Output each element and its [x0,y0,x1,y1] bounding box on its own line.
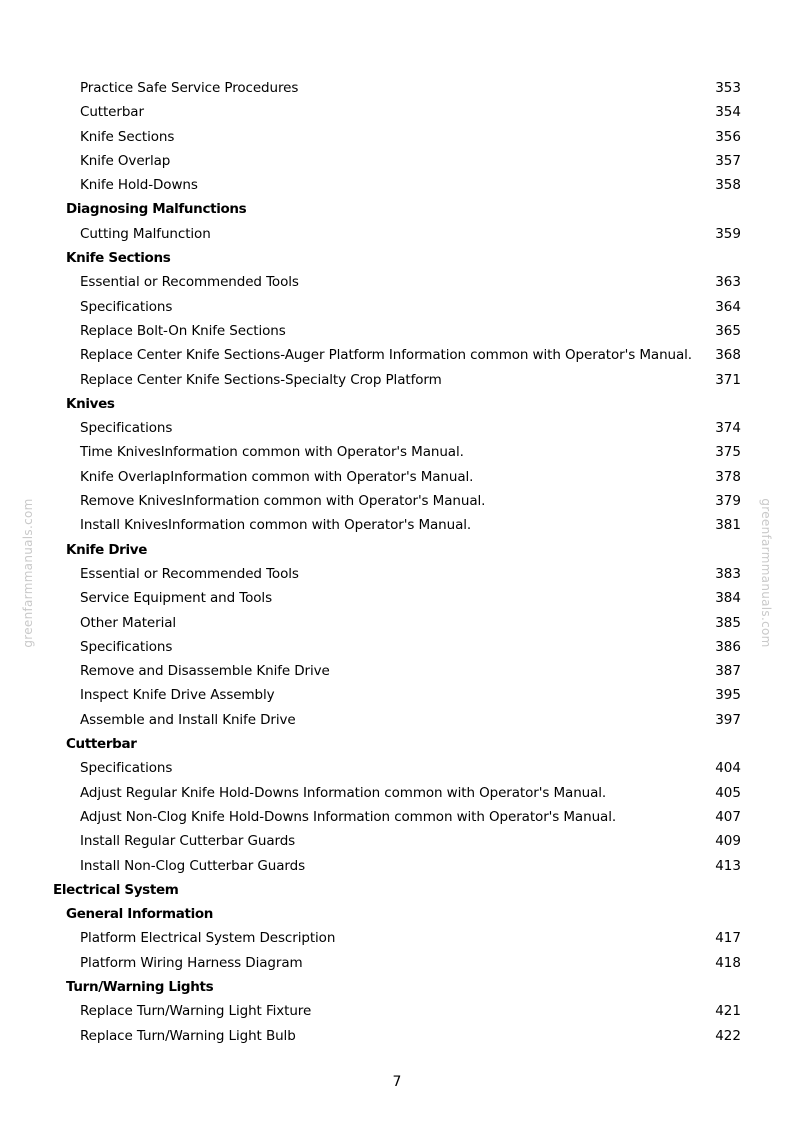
toc-entry[interactable] [0,149,794,173]
toc-entry-page-number: 363 [715,274,741,291]
toc-entry[interactable] [0,125,794,149]
toc-entry-title: Inspect Knife Drive Assembly [80,687,275,704]
toc-entry[interactable] [0,659,794,683]
toc-section-heading [0,246,794,270]
toc-entry[interactable] [0,999,794,1023]
toc-entry[interactable] [0,854,794,878]
toc-entry-title: Diagnosing Malfunctions [66,201,247,218]
toc-entry[interactable] [0,586,794,610]
toc-entry[interactable] [0,829,794,853]
toc-entry-title: General Information [66,906,214,923]
toc-section-heading [0,878,794,902]
toc-entry-page-number: 421 [715,1003,741,1020]
toc-entry-title: Cutting Malfunction [80,225,211,242]
toc-entry-title: Time KnivesInformation common with Operator's Manual. [80,444,464,461]
toc-entry-page-number: 417 [715,930,741,947]
toc-entry-title: Knife Sections [66,250,171,267]
toc-entry-title: Install KnivesInformation common with Operator's Manual. [80,517,472,534]
toc-entry-page-number: 368 [715,347,741,364]
toc-section-heading [0,975,794,999]
toc-entry[interactable] [0,805,794,829]
toc-section-heading [0,197,794,221]
toc-entry[interactable] [0,1024,794,1048]
toc-entry-title: Install Non-Clog Cutterbar Guards [80,857,306,874]
toc-entry-title: Knife Overlap [80,152,171,169]
page-number: 7 [392,1074,402,1090]
toc-entry-page-number: 365 [715,322,741,339]
toc-entry-page-number: 371 [715,371,741,388]
toc-entry-title: Specifications [80,638,173,655]
toc-entry[interactable] [0,781,794,805]
toc-entry-page-number: 384 [715,590,741,607]
toc-entry-page-number: 409 [715,833,741,850]
toc-entry[interactable] [0,416,794,440]
toc-entry-title: Platform Wiring Harness Diagram [80,954,303,971]
toc-entry-title: Knife Sections [80,128,175,145]
toc-entry-page-number: 359 [715,225,741,242]
toc-entry-title: Knife Hold-Downs [80,177,198,194]
toc-entry-page-number: 379 [715,493,741,510]
toc-section-heading [0,732,794,756]
toc-entry-title: Replace Bolt-On Knife Sections [80,322,286,339]
toc-entry-page-number: 356 [715,128,741,145]
toc-entry-title: Knife Drive [66,541,148,558]
toc-entry[interactable] [0,76,794,100]
toc-entry-page-number: 422 [715,1027,741,1044]
toc-entry-page-number: 358 [715,177,741,194]
toc-entry-title: Turn/Warning Lights [66,978,214,995]
toc-entry-title: Replace Turn/Warning Light Bulb [80,1027,296,1044]
toc-entry-title: Knife OverlapInformation common with Operator's Manual. [80,468,474,485]
toc-entry-title: Specifications [80,298,173,315]
toc-entry-page-number: 353 [715,80,741,96]
toc-entry[interactable] [0,368,794,392]
toc-entry[interactable] [0,683,794,707]
table-of-contents [0,76,794,1048]
toc-entry-page-number: 397 [715,711,741,728]
toc-entry-page-number: 405 [715,784,741,801]
toc-entry-page-number: 404 [715,760,741,777]
toc-entry-page-number: 381 [715,517,741,534]
toc-entry[interactable] [0,611,794,635]
toc-entry-title: Replace Center Knife Sections-Auger Platform Information common with Operator's Manual. [80,347,692,364]
toc-entry-page-number: 386 [715,638,741,655]
toc-entry-title: Specifications [80,420,173,437]
toc-entry-title: Essential or Recommended Tools [80,565,299,582]
toc-entry-title: Specifications [80,760,173,777]
watermark-right: greenfarmmanuals.com [759,498,773,648]
toc-entry[interactable] [0,343,794,367]
toc-entry[interactable] [0,319,794,343]
toc-entry-title: Other Material [80,614,177,631]
toc-entry-page-number: 357 [715,152,741,169]
toc-entry-title: Replace Turn/Warning Light Fixture [80,1003,312,1020]
toc-entry-title: Replace Center Knife Sections-Specialty Crop Platform [80,371,442,388]
toc-entry-title: Install Regular Cutterbar Guards [80,833,296,850]
toc-entry-title: Assemble and Install Knife Drive [80,711,296,728]
toc-entry-title: Platform Electrical System Description [80,930,336,947]
toc-entry[interactable] [0,926,794,950]
toc-entry-title: Adjust Non-Clog Knife Hold-Downs Information common with Operator's Manual. [80,808,617,825]
toc-entry[interactable] [0,222,794,246]
toc-entry-title: Cutterbar [66,736,137,753]
toc-entry[interactable] [0,173,794,197]
toc-section-heading [0,902,794,926]
toc-entry-page-number: 378 [715,468,741,485]
toc-entry-page-number: 385 [715,614,741,631]
toc-section-heading [0,538,794,562]
toc-entry-page-number: 364 [715,298,741,315]
toc-entry-title: Practice Safe Service Procedures [80,80,299,96]
toc-entry-page-number: 354 [715,104,741,121]
toc-entry-page-number: 375 [715,444,741,461]
toc-entry[interactable] [0,440,794,464]
toc-entry[interactable] [0,708,794,732]
toc-entry[interactable] [0,562,794,586]
toc-entry-page-number: 407 [715,808,741,825]
toc-entry[interactable] [0,270,794,294]
toc-entry-page-number: 374 [715,420,741,437]
toc-entry[interactable] [0,295,794,319]
toc-entry-page-number: 387 [715,663,741,680]
toc-entry-page-number: 418 [715,954,741,971]
toc-entry-page-number: 383 [715,565,741,582]
toc-entry[interactable] [0,100,794,124]
toc-entry-title: Service Equipment and Tools [80,590,273,607]
toc-entry-title: Remove and Disassemble Knife Drive [80,663,330,680]
toc-entry-title: Adjust Regular Knife Hold-Downs Information common with Operator's Manual. [80,784,607,801]
toc-entry[interactable] [0,513,794,537]
toc-entry-title: Knives [66,395,115,412]
toc-entry[interactable] [0,756,794,780]
toc-entry[interactable] [0,635,794,659]
toc-entry-page-number: 413 [715,857,741,874]
toc-entry-title: Essential or Recommended Tools [80,274,299,291]
toc-entry[interactable] [0,951,794,975]
toc-entry-title: Remove KnivesInformation common with Operator's Manual. [80,493,486,510]
toc-entry-title: Cutterbar [80,104,144,121]
toc-entry-title: Electrical System [53,881,179,898]
toc-section-heading [0,392,794,416]
toc-entry[interactable] [0,465,794,489]
toc-entry[interactable] [0,489,794,513]
watermark-left: greenfarmmanuals.com [21,498,35,648]
toc-entry-page-number: 395 [715,687,741,704]
